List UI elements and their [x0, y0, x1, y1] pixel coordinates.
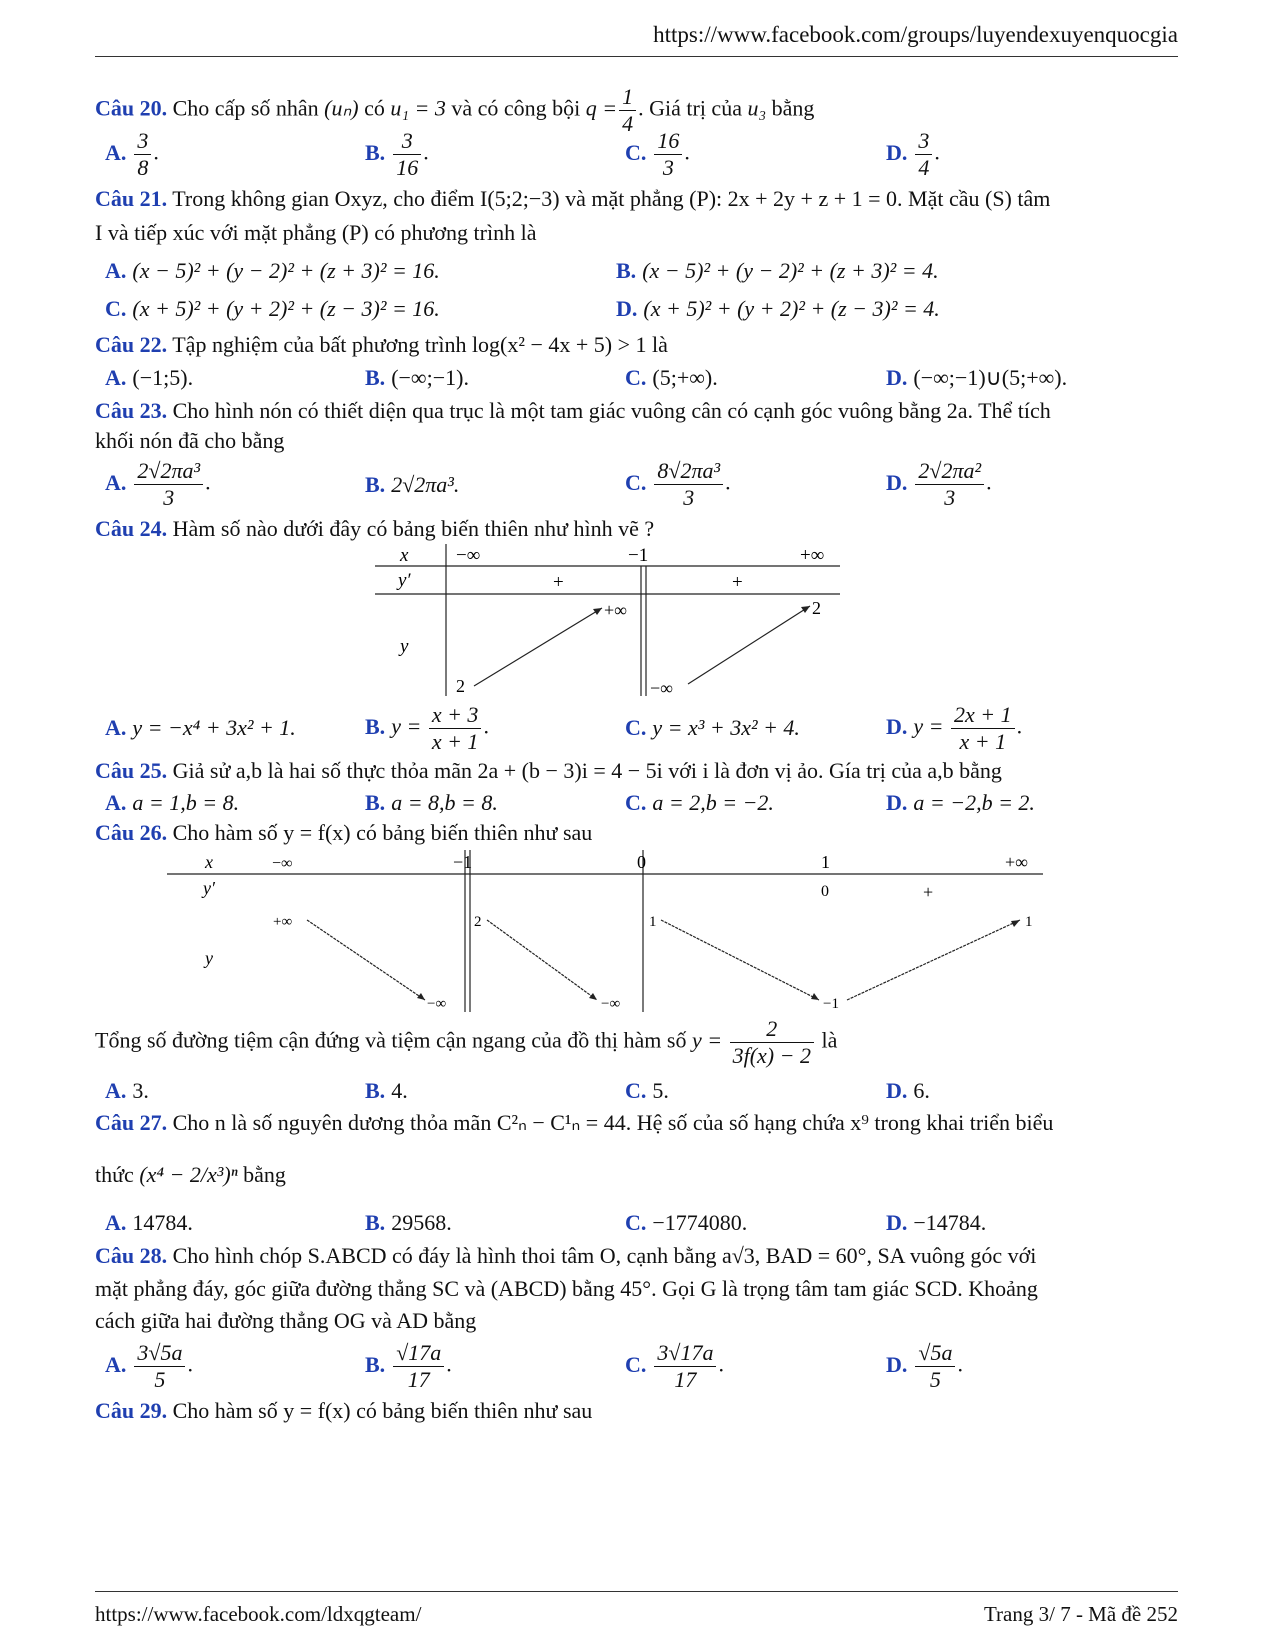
- den: 8: [137, 155, 149, 180]
- question-22: [95, 332, 668, 358]
- q25-option-b[interactable]: [365, 790, 498, 816]
- den: 3: [683, 485, 695, 510]
- q22-option-c[interactable]: [625, 365, 718, 391]
- q24-text: Hàm số nào dưới đây có bảng biến thiên như hình vẽ ?: [172, 516, 655, 541]
- option-letter: B.: [365, 1351, 386, 1377]
- option-text: y = −x⁴ + 3x² + 1.: [132, 715, 296, 740]
- question-27: [95, 1110, 1053, 1136]
- question-21: [95, 186, 1050, 212]
- num: 2√2πa²: [915, 458, 984, 485]
- question-label: Câu 27.: [95, 1110, 168, 1135]
- q21-line1: Trong không gian Oxyz, cho điểm I(5;2;−3) và mặt phẳng (P): 2x + 2y + z + 1 = 0. Mặt cầu (S) tâm: [172, 186, 1051, 211]
- q21-option-b[interactable]: [616, 258, 939, 284]
- den: 17: [407, 1367, 430, 1392]
- option-text: 5.: [652, 1078, 669, 1103]
- question-label: Câu 29.: [95, 1398, 168, 1423]
- option-letter: B.: [365, 139, 386, 165]
- option-text: (x − 5)² + (y − 2)² + (z + 3)² = 4.: [642, 258, 939, 283]
- q20-option-d[interactable]: D. $\frac{3}{4}$ .: [886, 128, 940, 180]
- option-letter: C.: [625, 365, 647, 390]
- option-letter: C.: [625, 469, 647, 495]
- frac: [393, 1340, 444, 1393]
- frac: [915, 1340, 955, 1393]
- q24-variation-table: [370, 544, 842, 700]
- den: 3f(x) − 2: [732, 1043, 811, 1068]
- q25-option-c[interactable]: [625, 790, 774, 816]
- frac: [393, 128, 421, 181]
- q26-prompt: [95, 1016, 837, 1069]
- q24-option-b[interactable]: B. y = $\frac{x + 3}{x + 1}$ .: [365, 702, 489, 754]
- increase-arrow-1: [474, 608, 602, 686]
- q27-line2-pre: thức: [95, 1162, 134, 1187]
- option-letter: A.: [105, 139, 127, 165]
- q23-option-c[interactable]: C. $\frac{\text{8√2πa³}}{3}$ .: [625, 458, 731, 510]
- num: 16: [654, 128, 682, 155]
- option-letter: D.: [886, 713, 908, 739]
- option-letter: A.: [105, 1078, 127, 1103]
- q20-u3: u₃: [747, 95, 767, 121]
- frac: [134, 128, 151, 181]
- question-25: [95, 758, 1002, 784]
- num: 3: [134, 128, 151, 155]
- option-text: 14784.: [132, 1210, 193, 1235]
- den: 4: [622, 111, 634, 136]
- q28-option-d[interactable]: D. $\frac{√5a}{5}$ .: [886, 1340, 963, 1392]
- y-min-value: −1: [823, 996, 839, 1012]
- x-zero: 0: [637, 852, 646, 872]
- y-end-value: 2: [812, 598, 821, 618]
- q22-option-d[interactable]: [886, 365, 1067, 391]
- q25-option-d[interactable]: [886, 790, 1035, 816]
- sign-plus-1: +: [553, 572, 564, 593]
- yprime-label: y′: [203, 878, 215, 898]
- question-label: Câu 24.: [95, 516, 168, 541]
- num: 3√5a: [134, 1340, 185, 1367]
- question-label: Câu 21.: [95, 186, 168, 211]
- frac: [429, 702, 482, 755]
- option-prefix: y =: [391, 713, 422, 739]
- option-letter: B.: [365, 365, 386, 390]
- y-end-value: 1: [1025, 914, 1033, 930]
- question-label: Câu 23.: [95, 398, 168, 423]
- q20-text-b: có: [364, 95, 385, 121]
- num: 8√2πa³: [654, 458, 723, 485]
- q25-text: Giả sử a,b là hai số thực thỏa mãn 2a + (b − 3)i = 4 − 5i với i là đơn vị ảo. Gía trị của a,b bằng: [172, 758, 1002, 783]
- footer-url[interactable]: https://www.facebook.com/ldxqgteam/: [95, 1602, 422, 1626]
- q23-option-b[interactable]: [365, 472, 459, 498]
- q27-option-a[interactable]: [105, 1210, 193, 1236]
- option-letter: D.: [886, 790, 908, 815]
- option-text: 2√2πa³.: [391, 472, 460, 497]
- option-letter: D.: [886, 469, 908, 495]
- x-minus-one: −1: [628, 545, 649, 566]
- x-label: x: [205, 852, 213, 872]
- option-text: 6.: [913, 1078, 930, 1103]
- option-text: 4.: [391, 1078, 408, 1103]
- num: √17a: [393, 1340, 444, 1367]
- q21-line2: I và tiếp xúc với mặt phẳng (P) có phương trình là: [95, 220, 537, 245]
- q28-option-c[interactable]: C. $\frac{3√17a}{17}$ .: [625, 1340, 724, 1392]
- q20-text-e: bằng: [771, 95, 815, 121]
- question-28: [95, 1243, 1036, 1269]
- q26-prompt-text: Tổng số đường tiệm cận đứng và tiệm cận ngang của đồ thị hàm số: [95, 1027, 687, 1053]
- q25-option-a[interactable]: [105, 790, 239, 816]
- q27-line1: Cho n là số nguyên dương thỏa mãn C²ₙ − C¹ₙ = 44. Hệ số của số hạng chứa x⁹ trong khai triển biểu: [172, 1110, 1054, 1135]
- den: 3: [662, 155, 674, 180]
- option-text: (−∞;−1)∪(5;+∞).: [913, 365, 1068, 390]
- num: 3: [915, 128, 932, 155]
- q28-line2: mặt phẳng đáy, góc giữa đường thẳng SC và (ABCD) bằng 45°. Gọi G là trọng tâm tam giác SCD. Khoảng: [95, 1276, 1038, 1301]
- q26-suffix: là: [821, 1027, 838, 1053]
- option-letter: B.: [365, 1210, 386, 1235]
- x-one: 1: [821, 852, 830, 872]
- question-label: Câu 20.: [95, 95, 168, 121]
- decrease-arrow-2: [487, 920, 597, 1000]
- question-label: Câu 28.: [95, 1243, 168, 1268]
- den: 17: [674, 1367, 697, 1392]
- q27-option-b[interactable]: [365, 1210, 452, 1236]
- y-value-2: 2: [474, 914, 482, 930]
- q27-line2: [95, 1162, 286, 1188]
- den: 5: [929, 1367, 941, 1392]
- option-text: (−∞;−1).: [391, 365, 469, 390]
- y-limit-top: +∞: [604, 600, 627, 620]
- page-number: Trang 3/ 7 - Mã đề 252: [983, 1602, 1178, 1626]
- decrease-arrow-1: [307, 920, 425, 1000]
- option-letter: A.: [105, 469, 127, 495]
- sign-plus-2: +: [732, 572, 743, 593]
- frac: [654, 458, 723, 511]
- option-text: a = 1,b = 8.: [132, 790, 240, 815]
- q24-option-d[interactable]: D. y = $\frac{2x + 1}{x + 1}$ .: [886, 702, 1023, 754]
- option-letter: A.: [105, 258, 127, 283]
- q27-line2-post: bằng: [243, 1162, 286, 1187]
- option-text: (x − 5)² + (y − 2)² + (z + 3)² = 16.: [132, 258, 440, 283]
- q27-expression: (x⁴ − 2/x³)ⁿ: [139, 1162, 238, 1187]
- arrow-head: [589, 993, 597, 1000]
- option-letter: D.: [886, 139, 908, 165]
- num: 3: [393, 128, 421, 155]
- option-letter: C.: [625, 790, 647, 815]
- option-letter: A.: [105, 715, 127, 740]
- den: x + 1: [959, 729, 1007, 754]
- frac: [654, 128, 682, 181]
- q23-option-a[interactable]: A. $\frac{\text{2√2πa³}}{3}$ .: [105, 458, 211, 510]
- num: 2x + 1: [951, 702, 1015, 729]
- header-url: https://www.facebook.com/groups/luyendexuyenquocgia: [653, 22, 1178, 47]
- q21-option-a[interactable]: [105, 258, 440, 284]
- q20-seq: (uₙ): [324, 95, 359, 121]
- option-prefix: y =: [913, 713, 944, 739]
- option-letter: A.: [105, 365, 127, 390]
- question-label: Câu 22.: [95, 332, 168, 357]
- option-letter: D.: [886, 1351, 908, 1377]
- q29-text: Cho hàm số y = f(x) có bảng biến thiên như sau: [172, 1398, 593, 1423]
- option-letter: D.: [886, 1210, 908, 1235]
- q21-option-c[interactable]: [105, 296, 440, 322]
- num: x + 3: [429, 702, 482, 729]
- q20-text-a: Cho cấp số nhân: [172, 95, 319, 121]
- option-text: −14784.: [913, 1210, 987, 1235]
- q20-option-b[interactable]: B. $\frac{3}{16}$ .: [365, 128, 429, 180]
- q24-option-c[interactable]: [625, 715, 800, 741]
- q20-text-c: và có công bội: [451, 95, 581, 121]
- option-text: y = x³ + 3x² + 4.: [652, 715, 800, 740]
- den: 4: [918, 155, 930, 180]
- arrow-head: [801, 606, 810, 613]
- arrow-head: [1011, 920, 1020, 927]
- q20-option-a[interactable]: A. $\frac{3}{8}$ .: [105, 128, 159, 180]
- option-letter: C.: [625, 1078, 647, 1103]
- frac: [134, 458, 203, 511]
- den: 5: [154, 1367, 166, 1392]
- option-text: a = 8,b = 8.: [391, 790, 498, 815]
- derivative-zero: 0: [821, 883, 829, 900]
- option-text: 29568.: [391, 1210, 452, 1235]
- increase-arrow-2: [688, 606, 810, 684]
- q21-option-d[interactable]: [616, 296, 940, 322]
- option-letter: B.: [365, 472, 386, 497]
- question-20: [95, 84, 814, 137]
- frac: [915, 458, 984, 511]
- q20-option-c[interactable]: C. $\frac{16}{3}$ .: [625, 128, 690, 180]
- page-footer: [95, 1591, 1178, 1627]
- y-value-1: 1: [649, 914, 657, 930]
- q22-option-a[interactable]: [105, 365, 193, 391]
- question-label: Câu 25.: [95, 758, 168, 783]
- x-neg-inf: −∞: [456, 545, 481, 566]
- y-start-value: 2: [456, 676, 465, 696]
- arrow-head: [417, 993, 425, 1000]
- option-letter: A.: [105, 1351, 127, 1377]
- question-29: [95, 1398, 592, 1424]
- option-text: (x + 5)² + (y + 2)² + (z − 3)² = 16.: [132, 296, 440, 321]
- y-label: y: [205, 948, 213, 968]
- frac: [134, 1340, 185, 1393]
- option-text: a = 2,b = −2.: [652, 790, 774, 815]
- y-limit-bottom-2: −∞: [601, 996, 621, 1012]
- q26-text: Cho hàm số y = f(x) có bảng biến thiên như sau: [172, 820, 593, 845]
- x-neg-inf: −∞: [272, 855, 293, 872]
- decrease-arrow-3: [661, 920, 819, 1000]
- frac: [654, 1340, 716, 1393]
- option-text: (−1;5).: [132, 365, 194, 390]
- sign-plus: +: [923, 882, 934, 902]
- q26-option-b[interactable]: [365, 1078, 408, 1104]
- frac: [730, 1016, 814, 1069]
- option-letter: B.: [365, 1078, 386, 1103]
- q28-option-b[interactable]: B. $\frac{√17a}{17}$ .: [365, 1340, 452, 1392]
- y-label: y: [400, 636, 409, 657]
- q24-option-a[interactable]: [105, 715, 296, 741]
- num: 2√2πa³: [134, 458, 203, 485]
- q23-line1: Cho hình nón có thiết diện qua trục là một tam giác vuông cân có cạnh góc vuông bằng 2a. Thể tích: [172, 398, 1051, 423]
- option-text: 3.: [132, 1078, 149, 1103]
- num: 1: [619, 84, 636, 111]
- den: 3: [163, 485, 175, 510]
- num: 3√17a: [654, 1340, 716, 1367]
- option-letter: C.: [105, 296, 127, 321]
- q28-line1: Cho hình chóp S.ABCD có đáy là hình thoi tâm O, cạnh bằng a√3, BAD = 60°, SA vuông góc với: [172, 1243, 1037, 1268]
- question-26: [95, 820, 592, 846]
- increase-arrow: [847, 920, 1020, 1000]
- q23-option-d[interactable]: D. $\frac{\text{2√2πa²}}{3}$ .: [886, 458, 992, 510]
- y-limit-top-1: +∞: [273, 914, 293, 930]
- option-letter: B.: [616, 258, 637, 283]
- option-text: −1774080.: [652, 1210, 748, 1235]
- option-letter: A.: [105, 1210, 127, 1235]
- option-letter: D.: [616, 296, 638, 321]
- q28-line3: cách giữa hai đường thẳng OG và AD bằng: [95, 1308, 477, 1333]
- option-letter: D.: [886, 1078, 908, 1103]
- q26-variation-table: [165, 850, 1045, 1015]
- q26-option-c[interactable]: [625, 1078, 669, 1104]
- q20-q: q =: [585, 95, 618, 121]
- page-header: [95, 18, 1178, 57]
- den: x + 1: [431, 729, 479, 754]
- x-pos-inf: +∞: [800, 545, 825, 566]
- option-text: (x + 5)² + (y + 2)² + (z − 3)² = 4.: [643, 296, 940, 321]
- question-label: Câu 26.: [95, 820, 168, 845]
- option-letter: C.: [625, 1351, 647, 1377]
- question-24: [95, 516, 654, 542]
- x-pos-inf: +∞: [1005, 852, 1028, 872]
- q20-text-d: . Giá trị của: [638, 95, 742, 121]
- yprime-label: y′: [398, 570, 411, 591]
- frac: [951, 702, 1015, 755]
- q23-line2: khối nón đã cho bằng: [95, 428, 285, 453]
- y-limit-bottom-1: −∞: [427, 996, 447, 1012]
- q26-func-prefix: y =: [691, 1027, 723, 1053]
- option-letter: C.: [625, 139, 647, 165]
- q20-u1: u₁ = 3: [390, 95, 446, 121]
- x-label: x: [400, 545, 409, 566]
- arrow-head: [593, 608, 602, 615]
- q28-option-a[interactable]: A. $\frac{3√5a}{5}$ .: [105, 1340, 193, 1392]
- option-letter: C.: [625, 1210, 647, 1235]
- q26-option-a[interactable]: [105, 1078, 149, 1104]
- option-text: (5;+∞).: [652, 365, 718, 390]
- option-letter: A.: [105, 790, 127, 815]
- q27-option-d[interactable]: [886, 1210, 986, 1236]
- option-letter: B.: [365, 713, 386, 739]
- option-text: a = −2,b = 2.: [913, 790, 1035, 815]
- option-letter: D.: [886, 365, 908, 390]
- num: √5a: [915, 1340, 955, 1367]
- q26-option-d[interactable]: [886, 1078, 930, 1104]
- q27-option-c[interactable]: [625, 1210, 747, 1236]
- option-letter: B.: [365, 790, 386, 815]
- q22-option-b[interactable]: [365, 365, 469, 391]
- question-23: [95, 398, 1051, 424]
- den: 3: [944, 485, 956, 510]
- y-limit-bottom: −∞: [650, 678, 673, 698]
- x-minus-one: −1: [453, 852, 473, 872]
- option-letter: C.: [625, 715, 647, 740]
- den: 16: [396, 155, 419, 180]
- num: 2: [730, 1016, 814, 1043]
- frac: [915, 128, 932, 181]
- q22-text: Tập nghiệm của bất phương trình log(x² − 4x + 5) > 1 là: [172, 332, 668, 357]
